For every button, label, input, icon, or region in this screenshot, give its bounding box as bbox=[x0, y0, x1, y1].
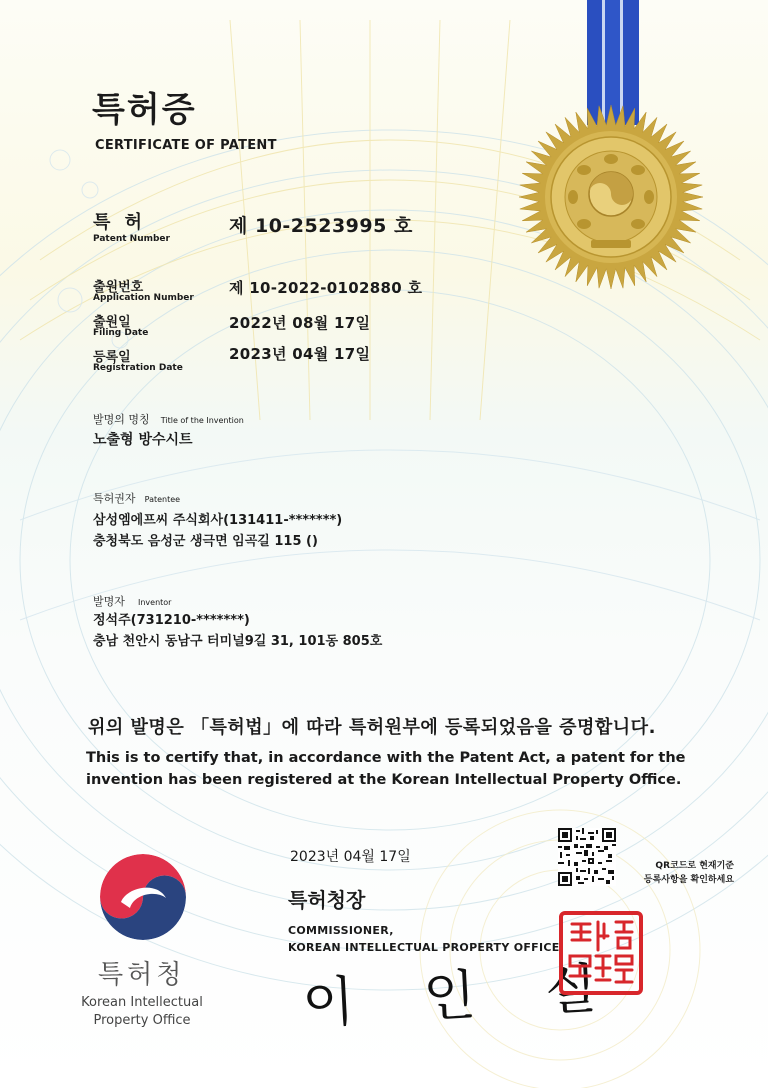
inventor-label-en: Inventor bbox=[137, 598, 172, 607]
certification-statement-en-line1: This is to certify that, in accordance with the Patent Act, a patent for the bbox=[86, 750, 686, 766]
commissioner-title-en-line1: COMMISSIONER, bbox=[288, 924, 394, 937]
title-of-invention-label-ko: 발명의 명칭 bbox=[93, 413, 150, 426]
application-number-value: 제 10-2022-0102880 호 bbox=[229, 279, 423, 297]
kipo-name-en-line2: Property Office bbox=[93, 1013, 191, 1028]
kipo-name-en bbox=[78, 994, 206, 1030]
inventor-label-ko: 발명자 bbox=[93, 595, 125, 608]
inventor-address: 충남 천안시 동남구 터미널9길 31, 101동 805호 bbox=[93, 634, 383, 649]
kipo-name-ko: 특허청 bbox=[98, 960, 186, 990]
patent-number-label-en: Patent Number bbox=[93, 234, 170, 244]
patentee-label-ko: 특허권자 bbox=[93, 492, 136, 505]
filing-date-label-en: Filing Date bbox=[93, 328, 149, 338]
commissioner-title-ko: 특허청장 bbox=[288, 888, 366, 912]
patent-number-value: 제 10-2523995 호 bbox=[229, 215, 413, 237]
title-of-invention-value: 노출형 방수시트 bbox=[93, 432, 193, 448]
registration-date-label-ko: 등록일 bbox=[93, 350, 131, 365]
gold-medal-seal-icon bbox=[518, 104, 704, 290]
patentee-address: 충청북도 음성군 생극면 임곡길 115 () bbox=[93, 534, 318, 549]
registration-date-label-en: Registration Date bbox=[93, 363, 183, 373]
application-number-label-en: Application Number bbox=[93, 293, 194, 303]
official-red-seal-icon bbox=[558, 910, 644, 996]
filing-date-value: 2022년 08월 17일 bbox=[229, 314, 371, 332]
title-of-invention-label-en: Title of the Invention bbox=[160, 416, 244, 425]
patentee-name: 삼성엠에프씨 주식회사(131411-*******) bbox=[93, 513, 343, 528]
application-number-label-ko: 출원번호 bbox=[93, 280, 144, 295]
patentee-label-en: Patentee bbox=[144, 495, 181, 504]
patentee-label bbox=[93, 487, 180, 506]
filing-date-label-ko: 출원일 bbox=[93, 315, 131, 330]
issue-date: 2023년 04월 17일 bbox=[290, 849, 411, 865]
inventor-name: 정석주(731210-*******) bbox=[93, 613, 250, 628]
kipo-name-en-line1: Korean Intellectual bbox=[81, 995, 203, 1010]
qr-instruction-line2: 등록사항을 확인하세요 bbox=[643, 875, 734, 885]
certificate-title-ko: 특허증 bbox=[92, 90, 197, 130]
patent-number-label-ko: 특 허 bbox=[93, 212, 147, 233]
qr-instruction-line1: QR코드로 현재기준 bbox=[655, 861, 734, 871]
registration-date-value: 2023년 04월 17일 bbox=[229, 345, 371, 363]
certification-statement-en-line2: invention has been registered at the Korean Intellectual Property Office. bbox=[86, 772, 682, 788]
qr-instruction-text bbox=[608, 859, 734, 887]
commissioner-title-en-line2: KOREAN INTELLECTUAL PROPERTY OFFICE bbox=[288, 941, 560, 954]
title-of-invention-label bbox=[93, 408, 244, 427]
kipo-logo-icon bbox=[96, 850, 190, 944]
commissioner-signature: 이 인 실 bbox=[300, 955, 625, 1036]
certificate-title-en: CERTIFICATE OF PATENT bbox=[95, 138, 277, 153]
inventor-label bbox=[93, 590, 171, 609]
certification-statement-ko: 위의 발명은 「특허법」에 따라 특허원부에 등록되었음을 증명합니다. bbox=[88, 717, 656, 738]
